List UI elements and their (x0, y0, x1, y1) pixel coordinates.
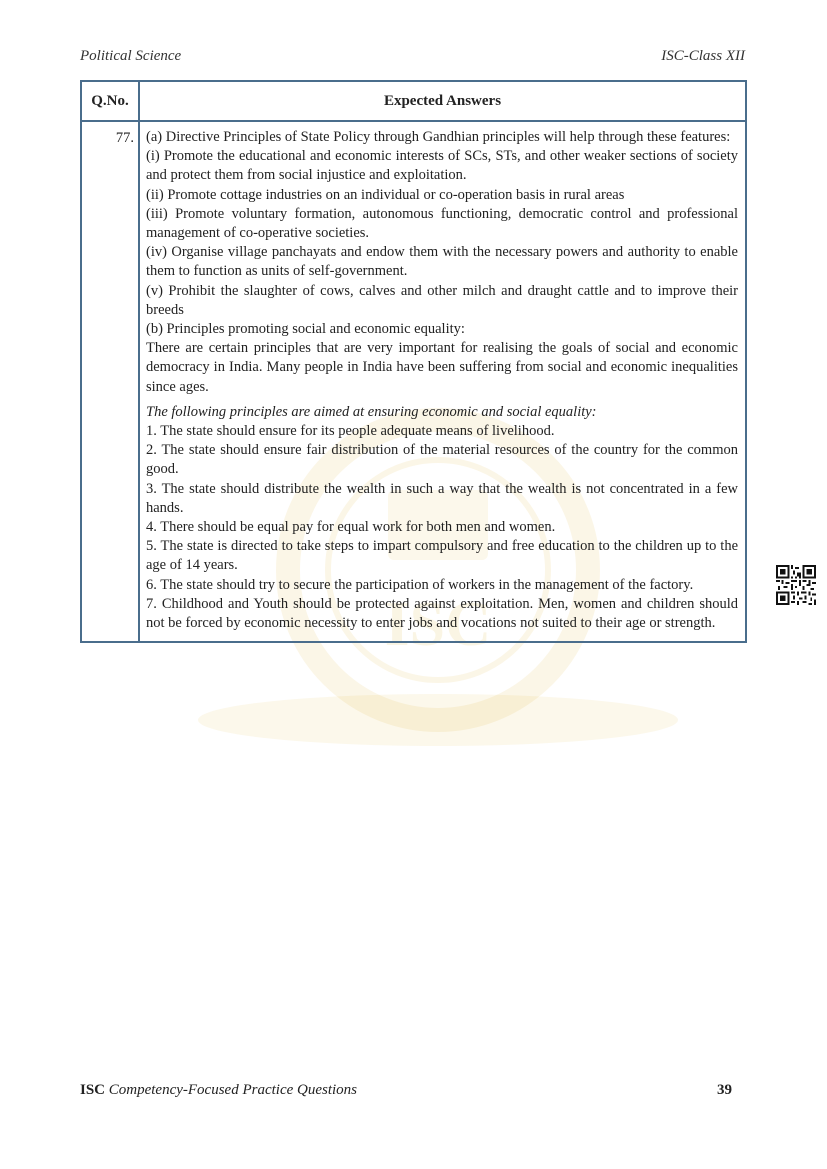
answer-paragraph: 7. Childhood and Youth should be protected against exploitation. Men, women and children should not be forced by economic necessity to enter jobs and vocations not suited to their age or strength. (146, 595, 738, 632)
answer-paragraph: (v) Prohibit the slaughter of cows, calves and other milch and draught cattle and to improve their breeds (146, 282, 738, 318)
table-row (81, 121, 746, 642)
answer-paragraph: 4. There should be equal pay for equal work for both men and women. (146, 519, 556, 536)
answer-paragraph: There are certain principles that are very important for realising the goals of social and economic democracy in India. Many people in India have been suffering from social and economic inequalities since ages. (146, 340, 738, 395)
answer-cell (139, 121, 746, 642)
answer-paragraph: (b) Principles promoting social and economic equality: (146, 321, 465, 338)
page-number: 39 (717, 1082, 732, 1098)
answer-paragraph: 3. The state should distribute the wealth in such a way that the wealth is not concentrated in a few hands. (146, 480, 738, 516)
qr-code-icon[interactable] (776, 565, 816, 605)
answer-paragraph: 6. The state should try to secure the participation of workers in the management of the factory. (146, 576, 694, 593)
answer-paragraph: 1. The state should ensure for its people adequate means of livelihood. (146, 423, 555, 440)
running-header-subject: Political Science (80, 48, 182, 64)
footer-title (80, 1082, 357, 1099)
answer-paragraph: 2. The state should ensure fair distribution of the material resources of the country for the common good. (146, 442, 738, 478)
answer-paragraph: (a) Directive Principles of State Policy through Gandhian principles will help through these features: (146, 129, 731, 145)
answer-paragraph: 5. The state is directed to take steps to impart compulsory and free education to the children up to the age of 14 years. (146, 538, 738, 574)
running-header-class: ISC-Class XII (661, 48, 745, 64)
column-header-qno: Q.No. (81, 81, 139, 121)
footer-brand: ISC (80, 1082, 106, 1098)
column-header-answers: Expected Answers (139, 81, 746, 121)
answer-paragraph: (ii) Promote cottage industries on an individual or co-operation basis in rural areas (146, 186, 625, 203)
answer-paragraph: (iii) Promote voluntary formation, autonomous functioning, democratic control and professional management of co-operative societies. (146, 205, 738, 242)
answer-subheading: The following principles are aimed at ensuring economic and social equality: (146, 403, 597, 420)
question-number: 77. (81, 121, 139, 642)
answer-paragraph: (i) Promote the educational and economic interests of SCs, STs, and other weaker sections of society and protect them from social injustice and exploitation. (146, 148, 738, 184)
watermark-text: ISC (384, 588, 492, 659)
footer-book-title: Competency-Focused Practice Questions (108, 1082, 358, 1098)
answer-paragraph: (iv) Organise village panchayats and endow them with the necessary powers and authority to enable them to function as units of self-government. (146, 244, 738, 280)
answer-table (80, 80, 747, 643)
